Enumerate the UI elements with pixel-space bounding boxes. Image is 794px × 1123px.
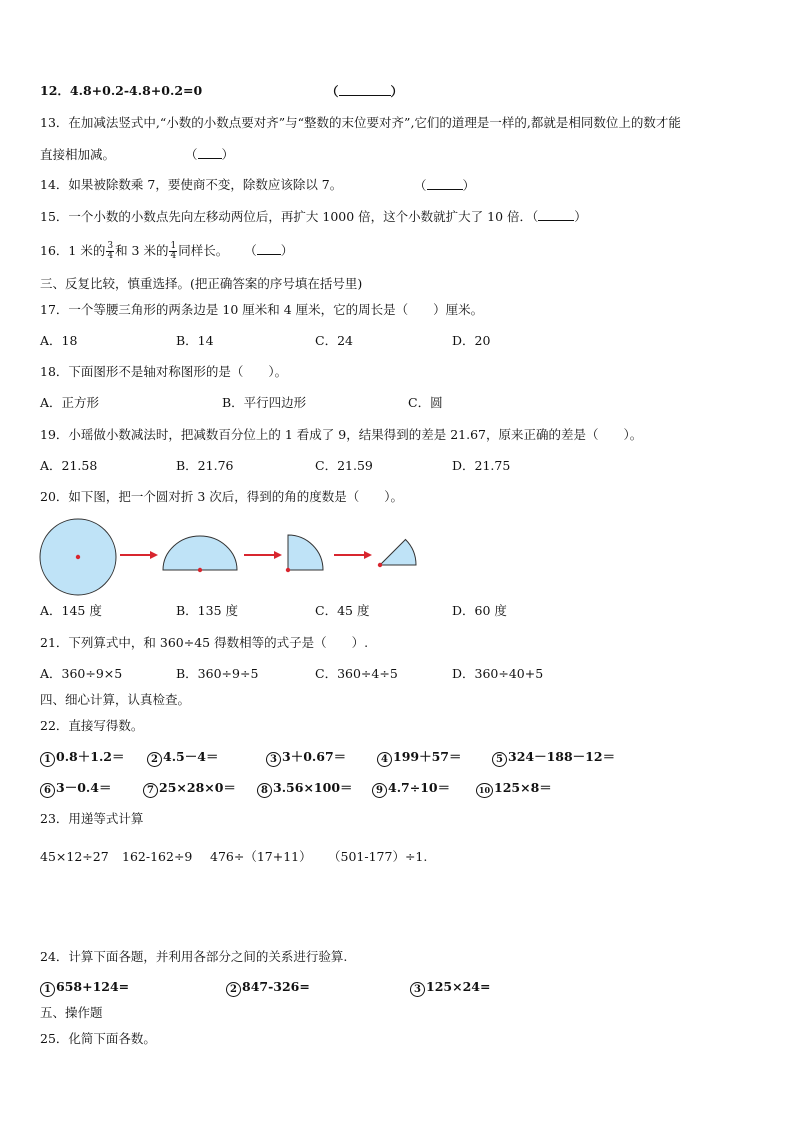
q20-option-c[interactable]: C．45 度	[315, 603, 370, 618]
q16-blank[interactable]	[257, 242, 281, 255]
q17-option-c[interactable]: C．24	[315, 333, 353, 348]
q21: 21．下列算式中，和 360÷45 得数相等的式子是（ ）.	[40, 635, 369, 650]
quarter-circle-shape	[286, 535, 323, 572]
q22: 22．直接写得数。	[40, 718, 144, 733]
section-5-heading: 五、操作题	[40, 1005, 103, 1020]
full-circle-shape	[40, 519, 116, 595]
q18-option-b[interactable]: B．平行四边形	[222, 395, 307, 410]
q20-option-b[interactable]: B．135 度	[176, 603, 239, 618]
q14: 14．如果被除数乘 7，要使商不变，除数应该除以 7。	[40, 177, 343, 192]
q20-option-d[interactable]: D．60 度	[452, 603, 507, 618]
q19-option-b[interactable]: B．21.76	[176, 458, 234, 473]
semicircle-shape	[163, 536, 237, 572]
q18-option-c[interactable]: C．圆	[408, 395, 443, 410]
q22-item-7[interactable]: 7 25×28×0＝	[143, 780, 236, 798]
q18: 18．下面图形不是轴对称图形的是（ ）。	[40, 364, 288, 379]
q14-answer[interactable]: （ ）	[414, 178, 476, 193]
q24-item-1[interactable]: 1 658+124=	[40, 979, 129, 997]
q22-item-10[interactable]: 10 125×8＝	[476, 780, 552, 798]
q14-blank[interactable]	[427, 177, 463, 190]
q16: 16．1 米的 $\frac{3}{4}$ 和 3 米的 $\frac{1}{4}$ 同样长。 （ ）	[40, 241, 294, 261]
q19-option-a[interactable]: A．21.58	[40, 458, 98, 473]
q23-item-1[interactable]: 45×12÷27	[40, 849, 109, 864]
q21-option-b[interactable]: B．360÷9÷5	[176, 666, 259, 681]
arrow-right-icon	[334, 551, 372, 559]
section-4-heading: 四、细心计算，认真检查。	[40, 692, 191, 707]
q22-item-1[interactable]: 1 0.8＋1.2＝	[40, 749, 125, 767]
q23-item-3[interactable]: 476÷（17+11）	[210, 849, 312, 864]
q23: 23．用递等式计算	[40, 811, 144, 826]
q19-option-c[interactable]: C．21.59	[315, 458, 373, 473]
circle-folding-figure	[38, 518, 438, 598]
fraction-one-quarter: $\frac{1}{4}$	[170, 241, 177, 261]
q22-item-3[interactable]: 3 3＋0.67＝	[266, 749, 346, 767]
q18-option-a[interactable]: A．正方形	[40, 395, 100, 410]
q21-option-c[interactable]: C．360÷4÷5	[315, 666, 398, 681]
q23-item-4[interactable]: （501-177）÷1.	[328, 849, 428, 864]
q22-item-9[interactable]: 9 4.7÷10＝	[372, 780, 450, 798]
q20-option-a[interactable]: A．145 度	[40, 603, 102, 618]
q12	[40, 83, 202, 99]
arrow-right-icon	[120, 551, 158, 559]
q13-line1: 13．在加减法竖式中,“小数的小数点要对齐”与“整数的末位要对齐”,它们的道理是一样的,都就是相同数位上的数才能	[40, 115, 681, 130]
q22-item-5[interactable]: 5 324－188－12＝	[492, 749, 615, 767]
q19: 19．小瑶做小数减法时，把减数百分位上的 1 看成了 9，结果得到的差是 21.67，原来正确的差是（ ）。	[40, 427, 643, 442]
eighth-circle-shape	[378, 540, 416, 568]
q12-text: 12．4.8+0.2-4.8+0.2=0	[40, 83, 203, 98]
q22-item-4[interactable]: 4 199＋57＝	[377, 749, 462, 767]
q17-option-b[interactable]: B．14	[176, 333, 214, 348]
q17: 17．一个等腰三角形的两条边是 10 厘米和 4 厘米，它的周长是（ ）厘米。	[40, 302, 484, 317]
q19-option-d[interactable]: D．21.75	[452, 458, 511, 473]
q13-line2: 直接相加减。 （ ）	[40, 147, 235, 162]
q25: 25．化简下面各数。	[40, 1031, 156, 1046]
q22-item-8[interactable]: 8 3.56×100＝	[257, 780, 353, 798]
q22-item-2[interactable]: 2 4.5－4＝	[147, 749, 218, 767]
q20: 20．如下图，把一个圆对折 3 次后，得到的角的度数是（ ）。	[40, 489, 404, 504]
q12-answer[interactable]: （ ）	[326, 84, 404, 99]
q15-blank[interactable]	[538, 208, 574, 221]
q24: 24．计算下面各题，并利用各部分之间的关系进行验算.	[40, 949, 348, 964]
q17-option-a[interactable]: A．18	[40, 333, 78, 348]
q15: 15．一个小数的小数点先向左移动两位后，再扩大 1000 倍，这个小数就扩大了 10 倍．（ ）	[40, 209, 587, 224]
q24-item-3[interactable]: 3 125×24=	[410, 979, 490, 997]
fraction-three-quarters: $\frac{3}{4}$	[107, 241, 114, 261]
q22-item-6[interactable]: 6 3－0.4＝	[40, 780, 111, 798]
arrow-right-icon	[244, 551, 282, 559]
q23-item-2[interactable]: 162-162÷9	[122, 849, 193, 864]
q21-option-a[interactable]: A．360÷9×5	[40, 666, 123, 681]
q21-option-d[interactable]: D．360÷40+5	[452, 666, 544, 681]
q12-blank[interactable]	[339, 83, 391, 96]
q13-blank[interactable]	[198, 146, 222, 159]
q24-item-2[interactable]: 2 847-326=	[226, 979, 310, 997]
section-3-heading: 三、反复比较，慎重选择。(把正确答案的序号填在括号里)	[40, 276, 363, 291]
q17-option-d[interactable]: D．20	[452, 333, 491, 348]
